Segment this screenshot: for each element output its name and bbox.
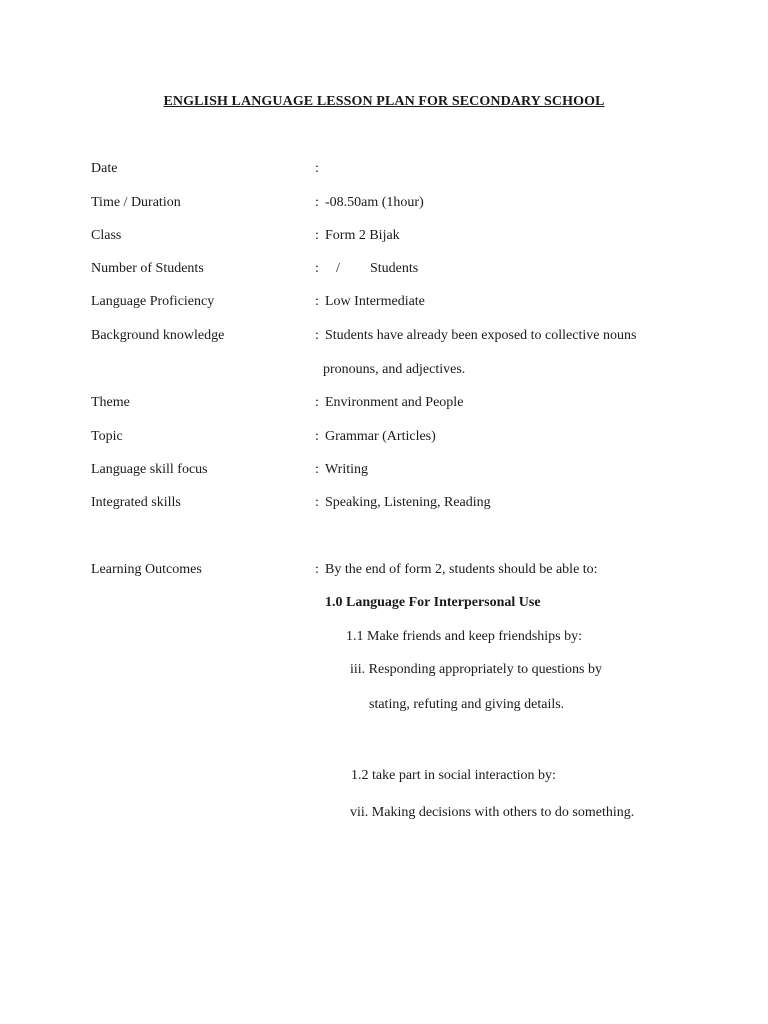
document-title: ENGLISH LANGUAGE LESSON PLAN FOR SECONDARY SCHOOL — [163, 94, 605, 109]
field-colon: : — [315, 195, 319, 210]
field-background-continuation — [0, 362, 768, 382]
field-value: By the end of form 2, students should be able to: — [325, 562, 598, 577]
field-learning-outcomes — [0, 562, 768, 582]
field-value: Grammar (Articles) — [325, 429, 436, 444]
field-topic — [0, 429, 768, 449]
field-time-duration — [0, 195, 768, 215]
field-colon: : — [315, 495, 319, 510]
field-value: -08.50am (1hour) — [325, 195, 424, 210]
field-colon: : — [315, 161, 319, 176]
field-label: Topic — [91, 429, 123, 444]
field-label: Language skill focus — [91, 462, 208, 477]
field-label: Time / Duration — [91, 195, 181, 210]
field-colon: : — [315, 462, 319, 477]
field-background-knowledge — [0, 328, 768, 348]
field-value: Speaking, Listening, Reading — [325, 495, 491, 510]
field-class — [0, 228, 768, 248]
field-date — [0, 161, 768, 181]
field-label: Date — [91, 161, 118, 176]
outcome-item-1-1: 1.1 Make friends and keep friendships by: — [346, 629, 582, 644]
field-colon: : — [315, 395, 319, 410]
field-theme — [0, 395, 768, 415]
outcome-item-vii: vii. Making decisions with others to do something. — [350, 805, 635, 820]
field-label: Theme — [91, 395, 130, 410]
field-value: Writing — [325, 462, 368, 477]
outcome-item-1-2: 1.2 take part in social interaction by: — [351, 768, 556, 783]
students-separator: / — [336, 261, 340, 276]
field-label: Learning Outcomes — [91, 562, 202, 577]
field-colon: : — [315, 228, 319, 243]
outcome-heading: 1.0 Language For Interpersonal Use — [325, 595, 541, 610]
students-unit: Students — [370, 261, 419, 276]
field-colon: : — [315, 562, 319, 577]
field-label: Class — [91, 228, 122, 243]
field-language-proficiency — [0, 294, 768, 314]
field-colon: : — [315, 429, 319, 444]
field-value: Low Intermediate — [325, 294, 425, 309]
field-label: Language Proficiency — [91, 294, 215, 309]
field-label: Background knowledge — [91, 328, 225, 343]
field-language-skill-focus — [0, 462, 768, 482]
field-label: Number of Students — [91, 261, 204, 276]
field-integrated-skills — [0, 495, 768, 515]
field-value: pronouns, and adjectives. — [323, 362, 466, 377]
outcome-item-iii: iii. Responding appropriately to questions by — [350, 662, 602, 677]
field-label: Integrated skills — [91, 495, 181, 510]
field-value: Form 2 Bijak — [325, 228, 400, 243]
field-number-of-students — [0, 261, 768, 281]
field-value: Students have already been exposed to collective nouns — [325, 328, 637, 343]
field-value: Environment and People — [325, 395, 464, 410]
field-colon: : — [315, 328, 319, 343]
field-colon: : — [315, 294, 319, 309]
field-colon: : — [315, 261, 319, 276]
outcome-item-iii-continuation: stating, refuting and giving details. — [369, 697, 565, 712]
